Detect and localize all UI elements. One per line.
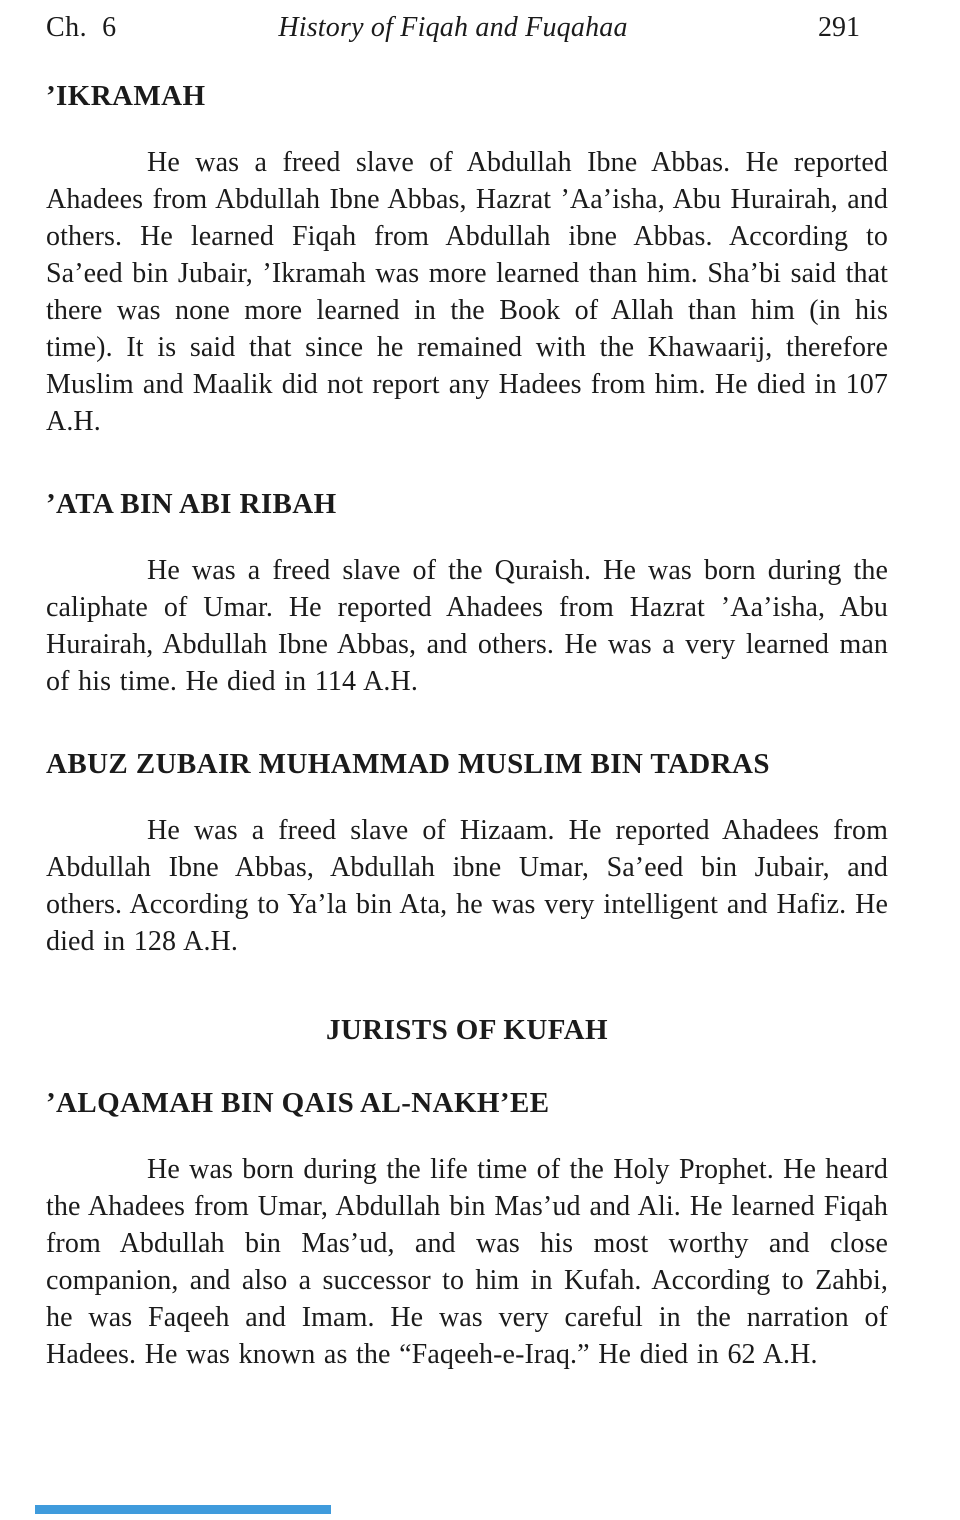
footer-accent-bar bbox=[35, 1505, 331, 1514]
section-jurists-of-kufah bbox=[46, 1014, 888, 1047]
section-heading: ABUZ ZUBAIR MUHAMMAD MUSLIM BIN TADRAS bbox=[46, 748, 770, 780]
page-header bbox=[46, 12, 888, 44]
paragraph: He was a freed slave of Abdullah Ibne Abbas. He reported Ahadees from Abdullah Ibne Abbas, Hazrat ’Aa’isha, Abu Hurairah, and others. He learned Fiqah from Abdullah ibne Abbas. According to Sa’eed bin Jubair, ’Ikramah was more learned than him. Sha’bi said that there was none more learned in the Book of Allah than him (in his time). It is said that since he remained with the Khawaarij, therefore Muslim and Maalik did not report any Hadees from him. He died in 107 A.H. bbox=[46, 147, 888, 437]
section-ikramah bbox=[46, 80, 888, 440]
page-number: 291 bbox=[818, 12, 860, 43]
chapter-label: Ch. 6 bbox=[46, 12, 117, 43]
paragraph: He was a freed slave of the Quraish. He was born during the caliphate of Umar. He reported Ahadees from Hazrat ’Aa’isha, Abu Hurairah, Abdullah Ibne Abbas, and others. He was a very learned man of his time. He died in 114 A.H. bbox=[46, 555, 888, 697]
section-alqamah bbox=[46, 1087, 888, 1373]
section-heading: ’ATA BIN ABI RIBAH bbox=[46, 488, 337, 520]
section-heading: JURISTS OF KUFAH bbox=[326, 1014, 608, 1046]
section-abuz-zubair bbox=[46, 748, 888, 960]
section-heading: ’ALQAMAH BIN QAIS AL-NAKH’EE bbox=[46, 1087, 550, 1119]
paragraph: He was born during the life time of the Holy Prophet. He heard the Ahadees from Umar, Abdullah bin Mas’ud and Ali. He learned Fiqah from Abdullah bin Mas’ud, and was his most worthy and close companion, and also a successor to him in Kufah. According to Zahbi, he was Faqeeh and Imam. He was very careful in the narration of Hadees. He was known as the “Faqeeh-e-Iraq.” He died in 62 A.H. bbox=[46, 1154, 888, 1370]
paragraph: He was a freed slave of Hizaam. He reported Ahadees from Abdullah Ibne Abbas, Abdullah ibne Umar, Sa’eed bin Jubair, and others. According to Ya’la bin Ata, he was very intelligent and Hafiz. He died in 128 A.H. bbox=[46, 815, 888, 957]
book-title: History of Fiqah and Fuqahaa bbox=[278, 12, 628, 43]
section-heading: ’IKRAMAH bbox=[46, 80, 206, 112]
section-ata-bin-abi-ribah bbox=[46, 488, 888, 700]
